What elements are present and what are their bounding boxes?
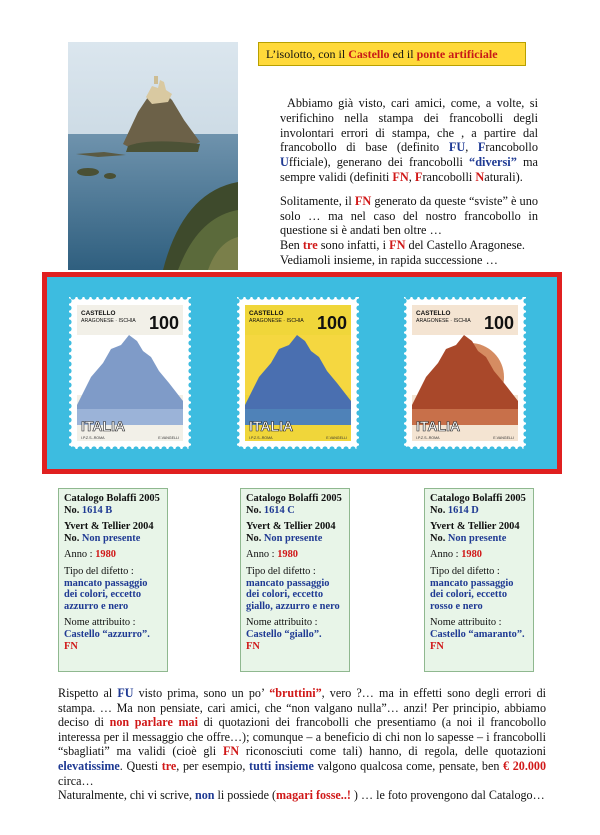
text-fragment: li possiede ( [214,788,276,803]
text-fragment: aturali). [484,169,523,184]
text-fragment: Ben [280,238,303,253]
stamp-imprint-right: E.VANGELLI [158,436,179,440]
text-fn: FN [392,169,409,184]
bottom-text [58,686,546,803]
text-fragment: Rispetto al [58,686,118,700]
anno-value: 1980 [277,549,298,561]
stamp-country: ITALIA [249,418,294,434]
fn-tag: FN [64,640,78,652]
stamp-imprint-right: E.VANGELLI [326,436,347,440]
stamp-azzurro [69,297,191,449]
intro-paragraph-1 [280,96,538,185]
stamp-value: 100 [316,313,347,333]
text-fragment: , per esempio, [176,758,250,773]
stamp-sublabel: ARAGONESE · ISCHIA [81,318,136,324]
text-fn: FN [354,193,372,208]
no-label: No. [430,504,448,516]
yt-label: Yvert & Tellier 2004 [430,521,520,533]
text-fragment: fficiale), generano dei francobolli [288,155,470,170]
no-label: No. [430,532,448,544]
text-fragment: , [408,169,415,184]
text-fragment: ) … le foto provengono dal Catalogo… [350,788,545,803]
text-non: non [195,788,215,803]
text-fragment: valgono qualcosa come, pensate, ben [313,758,504,773]
stamp-imprint-right: E.VANGELLI [493,436,514,440]
text-tre: tre [302,238,318,253]
title-box [258,42,526,66]
yt-number: Non presente [263,532,323,544]
yt-number: Non presente [447,532,507,544]
anno-label: Anno : [64,549,96,561]
fn-tag: FN [430,640,444,652]
stamp-value: 100 [483,313,514,333]
text-fragment: generato da queste “sviste” è uno solo … ma nel caso del nostro francobollo in questione si è andati ben oltre … [280,193,538,238]
intro-text [280,96,538,268]
text-fragment: Solitamente, il [280,193,355,208]
difetto-label: Tipo del difetto : [246,565,316,577]
nome-value: Castello “azzurro”. [64,628,150,640]
text-non-parlare-mai: non parlare mai [109,715,198,730]
text-fragment: Vediamoli insieme, in rapida successione … [280,252,498,267]
text-fragment: di quotazioni dei francobolli che presentiamo (a noi il francobollo interessa per il messaggio che offre…); comunque – a beneficio di chi non lo sapesse – i francobolli “sbagliati” ma validi (cioè gli [58,715,546,759]
stamp-giallo [237,297,359,449]
no-label: No. [246,532,264,544]
text-fragment: rancobolli [422,169,476,184]
stamp-country: ITALIA [81,418,126,434]
text-elevatissime: elevatissime [58,758,120,773]
anno-value: 1980 [95,549,116,561]
catalog-label: Catalogo Bolaffi 2005 [430,493,526,504]
nome-label: Nome attribuito : [64,617,136,629]
text-fu: FU [448,140,466,155]
text-fragment: circa… [58,773,94,788]
difetto-label: Tipo del difetto : [64,565,134,577]
text-fragment: riconosciuti come tali) hanno, di regola, delle quotazioni [239,744,546,759]
text-fragment: . Questi [119,758,162,773]
title-castello: Castello [348,47,390,61]
title-middle: ed il [389,47,417,61]
text-fragment: sono infatti, i [317,238,390,253]
catalog-number: 1614 B [81,504,113,516]
yt-number: Non presente [81,532,141,544]
text-fragment: , vero ?… ma in effetti sono degli errori di stampa. … Ma non pensiate, cari amici, che “non valgano nulla”… anzi! Per principio, abbiamo deciso di [58,686,547,730]
yt-label: Yvert & Tellier 2004 [64,521,154,533]
catalog-label: Catalogo Bolaffi 2005 [64,493,160,504]
intro-paragraph-2 [280,194,538,268]
catalog-number: 1614 D [447,504,479,516]
anno-label: Anno : [246,549,278,561]
text-f: F [477,140,486,155]
title-prefix: L’isolotto, con il [266,47,349,61]
text-fn: FN [389,238,406,253]
stamp-panel [42,272,562,474]
yt-label: Yvert & Tellier 2004 [246,521,336,533]
difetto-label: Tipo del difetto : [430,565,500,577]
info-card-1614c [240,488,350,672]
text-fragment: , [465,140,478,155]
difetto-value: mancato passaggio dei colori, eccetto giallo, azzurro e nero [246,577,340,612]
catalog-number: 1614 C [263,504,295,516]
nome-value: Castello “amaranto”. [430,628,525,640]
nome-label: Nome attribuito : [430,617,502,629]
catalog-label: Catalogo Bolaffi 2005 [246,493,342,504]
text-bruttini: “bruttini” [269,686,322,700]
stamp-svg [69,297,191,449]
stamp-imprint-left: I.P.Z.S.-ROMA [416,436,440,440]
castle-island-photo [68,42,238,270]
no-label: No. [246,504,264,516]
stamp-amaranto [404,297,526,449]
text-tre: tre [161,758,177,773]
info-card-1614b [58,488,168,672]
stamp-sublabel: ARAGONESE · ISCHIA [249,318,304,324]
stamp-svg [237,297,359,449]
text-f: F [414,169,423,184]
text-fragment: Abbiamo già visto, cari amici, come, a volte, si verifichino nella stampa dei francobolli degli involontari errori di stampa, che , a partire dal francobollo di base (definito [280,96,538,155]
stamp-country: ITALIA [416,418,461,434]
text-u: U [280,155,289,170]
difetto-value: mancato passaggio dei colori, eccetto azzurro e nero [64,577,148,612]
anno-label: Anno : [430,549,462,561]
text-tutti-insieme: tutti insieme [249,758,314,773]
text-diversi: “diversi” [469,155,517,170]
difetto-value: mancato passaggio dei colori, eccetto rosso e nero [430,577,514,612]
text-fn: FN [222,744,240,759]
text-fragment: del Castello Aragonese. [405,238,526,253]
text-fragment: ma sempre validi (definiti [280,155,538,184]
stamp-imprint-left: I.P.Z.S.-ROMA [249,436,273,440]
stamp-label: CASTELLO [249,310,284,317]
no-label: No. [64,532,82,544]
stamp-label: CASTELLO [81,310,116,317]
text-n: N [475,169,485,184]
stamp-sublabel: ARAGONESE · ISCHIA [416,318,471,324]
nome-value: Castello “giallo”. [246,628,322,640]
title-ponte: ponte artificiale [416,47,498,61]
stamp-panel-inner [47,277,557,469]
fn-tag: FN [246,640,260,652]
text-euro-value: € 20.000 [503,758,547,773]
text-magari-fosse: magari fosse..! [275,788,351,803]
info-card-1614d [424,488,534,672]
no-label: No. [64,504,82,516]
stamp-value: 100 [148,313,179,333]
stamp-label: CASTELLO [416,310,451,317]
anno-value: 1980 [461,549,482,561]
text-fu: FU [117,686,134,700]
text-fragment: rancobollo [485,140,538,155]
stamp-svg [404,297,526,449]
text-fragment: Naturalmente, chi vi scrive, [58,788,196,803]
text-fragment: visto prima, sono un po’ [133,686,270,700]
nome-label: Nome attribuito : [246,617,318,629]
stamp-imprint-left: I.P.Z.S.-ROMA [81,436,105,440]
